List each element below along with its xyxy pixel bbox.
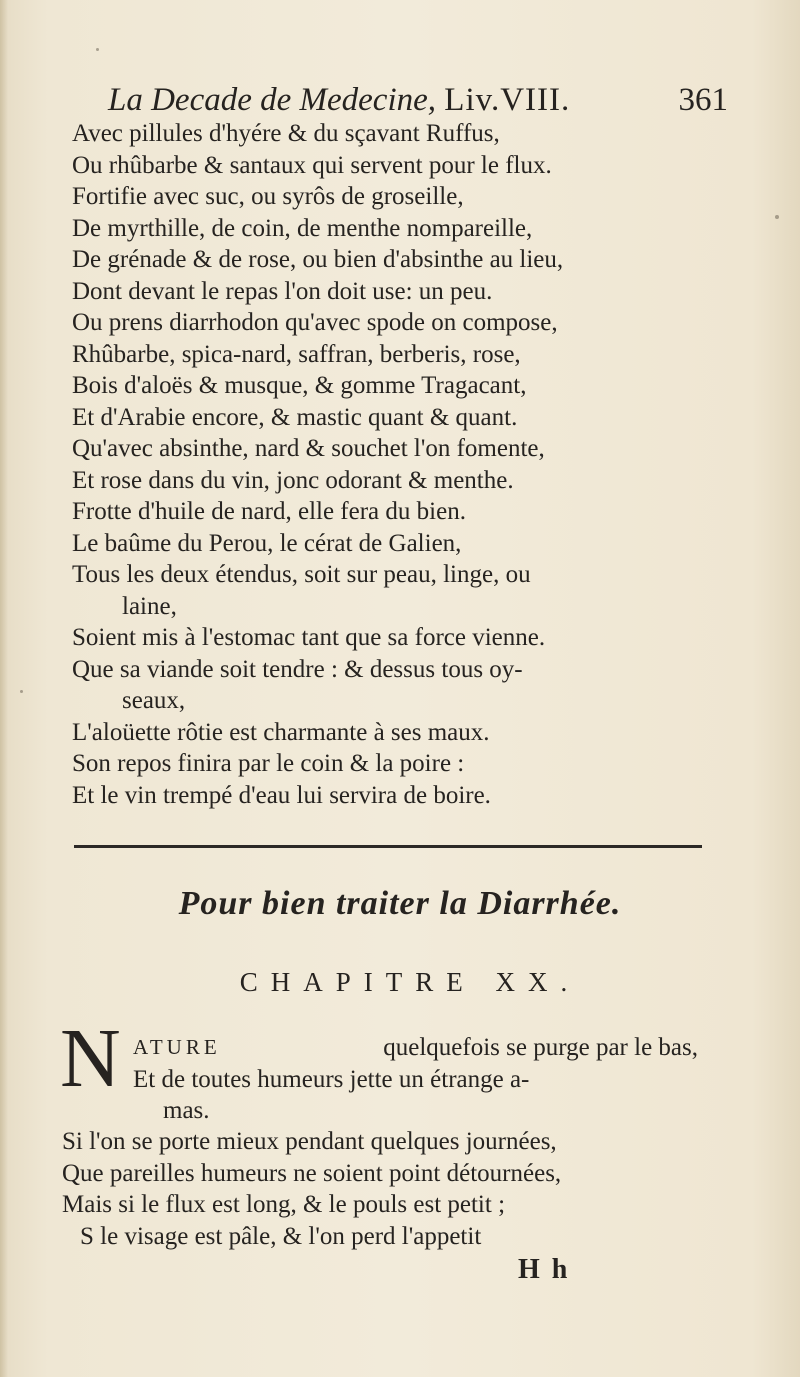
verse-line: Ou rhûbarbe & santaux qui servent pour le flux. xyxy=(72,151,552,179)
verse-line: L'aloüette rôtie est charmante à ses maux. xyxy=(72,718,490,746)
chapter-line: Que pareilles humeurs ne soient point détournées, xyxy=(62,1159,562,1187)
verse-line: Bois d'aloës & musque, & gomme Tragacant, xyxy=(72,372,527,399)
verse-line: Dont devant le repas l'on doit use: un peu. xyxy=(72,277,493,305)
verse-line: Avec pillules d'hyére & du sçavant Ruffus, xyxy=(72,120,500,147)
chapter-first-line xyxy=(133,1032,698,1064)
chapter-line: Et de toutes humeurs jette un étrange a- xyxy=(133,1065,530,1093)
chapter-line-continuation: mas. xyxy=(163,1097,210,1124)
chapter-opening xyxy=(133,1032,698,1127)
chapter-line: S le visage est pâle, & l'on perd l'appetit xyxy=(80,1222,482,1250)
verse-line: Le baûme du Perou, le cérat de Galien, xyxy=(72,529,462,557)
chapter-line: Si l'on se porte mieux pendant quelques journées, xyxy=(62,1128,557,1155)
verse-block xyxy=(72,118,732,811)
paper-speck xyxy=(96,48,99,51)
verse-line: Tous les deux étendus, soit sur peau, linge, ou xyxy=(72,561,531,588)
section-title: Pour bien traiter la Diarrhée. xyxy=(178,885,622,922)
page-edge-shadow xyxy=(0,0,8,1377)
verse-line: Qu'avec absinthe, nard & souchet l'on fomente, xyxy=(72,435,545,462)
verse-line: Et d'Arabie encore, & mastic quant & quant. xyxy=(72,403,518,431)
verse-line: Et rose dans du vin, jonc odorant & menthe. xyxy=(72,466,514,494)
small-caps-word: ATURE xyxy=(133,1035,221,1059)
verse-line: De myrthille, de coin, de menthe nompareille, xyxy=(72,214,533,242)
verse-line: Son repos finira par le coin & la poire : xyxy=(72,750,465,777)
verse-line: Et le vin trempé d'eau lui servira de boire. xyxy=(72,781,491,809)
verse-line: Soient mis à l'estomac tant que sa force vienne. xyxy=(72,624,546,651)
first-line-text: quelquefois se purge par le bas, xyxy=(383,1034,698,1061)
drop-cap: N xyxy=(60,1012,121,1105)
paper-speck xyxy=(20,690,23,693)
verse-line: De grénade & de rose, ou bien d'absinthe au lieu, xyxy=(72,246,564,273)
verse-line-continuation: seaux, xyxy=(122,687,186,714)
verse-line-continuation: laine, xyxy=(122,592,177,620)
chapter-line: Mais si le flux est long, & le pouls est petit ; xyxy=(62,1191,506,1218)
page-number: 361 xyxy=(678,82,728,118)
verse-line: Rhûbarbe, spica-nard, saffran, berberis, rose, xyxy=(72,340,521,368)
verse-line: Fortifie avec suc, ou syrôs de groseille, xyxy=(72,183,464,210)
verse-line: Que sa viande soit tendre : & dessus tous oy- xyxy=(72,655,523,683)
section-divider-rule xyxy=(74,845,702,848)
chapter-heading: CHAPITRE XX. xyxy=(239,967,581,997)
signature-catchword: Hh xyxy=(518,1254,580,1285)
verse-line: Ou prens diarrhodon qu'avec spode on compose, xyxy=(72,309,558,336)
running-head xyxy=(108,80,728,120)
running-head-book: Liv.VIII. xyxy=(444,82,571,118)
verse-line: Frotte d'huile de nard, elle fera du bien. xyxy=(72,498,466,525)
paper-speck xyxy=(775,215,779,219)
running-head-title: La Decade de Medecine, xyxy=(108,82,437,118)
chapter-body xyxy=(62,1126,561,1252)
